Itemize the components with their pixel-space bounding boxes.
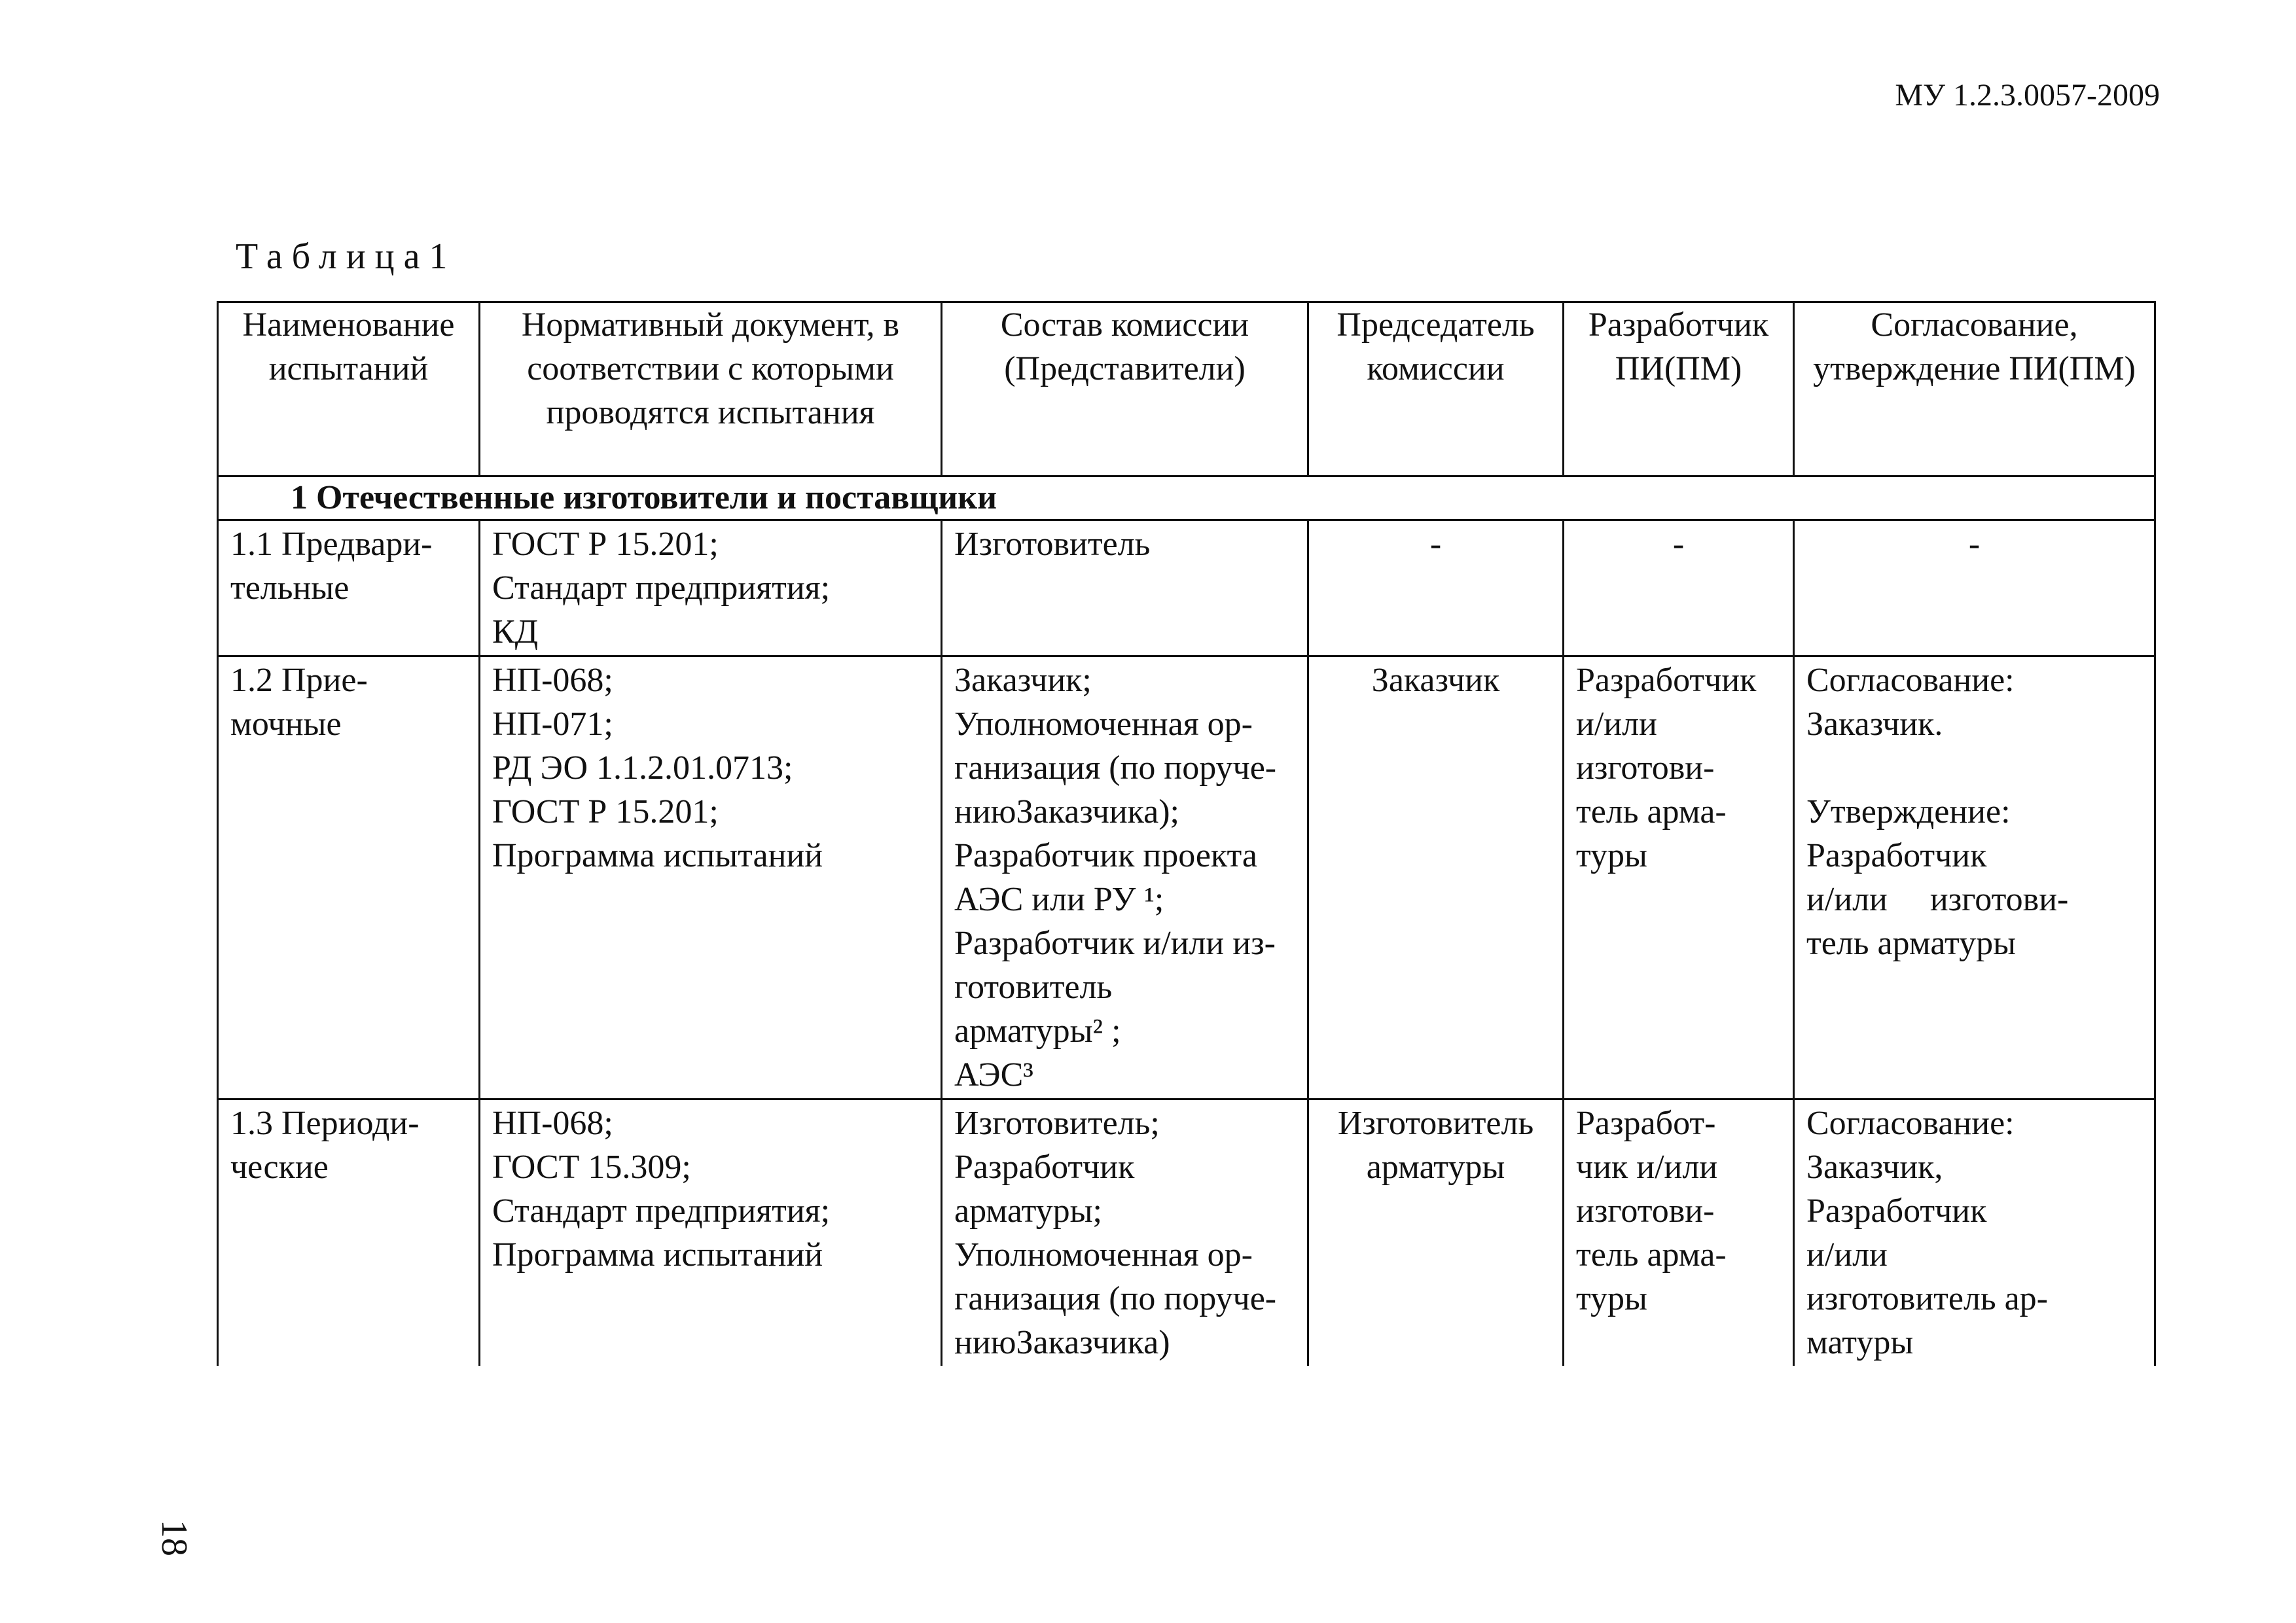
developer-line: тель арма- (1576, 1236, 1727, 1274)
commission-cell (942, 1099, 1308, 1366)
doc-line: Стандарт предприятия; (492, 1192, 831, 1230)
normative-docs-cell (480, 656, 942, 1099)
commission-line: Уполномоченная ор- (954, 1236, 1253, 1274)
page-number: 18 (154, 1520, 194, 1556)
table-row (218, 1099, 2155, 1366)
column-header-chair: Председатель комиссии (1308, 302, 1564, 476)
test-name-line: 1.1 Предвари- (230, 526, 433, 563)
developer-line: туры (1576, 837, 1647, 874)
test-name-cell (218, 656, 480, 1099)
table-header-row (218, 302, 2155, 476)
commission-line: ганизация (по поруче- (954, 749, 1277, 787)
agreement-line: Согласование: (1806, 662, 2015, 699)
developer-line: Разработ- (1576, 1105, 1716, 1142)
developer-line: и/или (1576, 705, 1657, 743)
developer-cell (1564, 520, 1794, 656)
test-name-line: 1.3 Периоди- (230, 1105, 420, 1142)
normative-docs-cell (480, 1099, 942, 1366)
doc-line: ГОСТ Р 15.201; (492, 793, 719, 830)
commission-line: Разработчик проекта (954, 837, 1257, 874)
agreement-line: и/или изготови- (1806, 881, 2069, 918)
commission-line: арматуры; (954, 1192, 1103, 1230)
developer-line: чик и/или (1576, 1149, 1718, 1186)
table-row (218, 520, 2155, 656)
commission-line: Изготовитель; (954, 1105, 1160, 1142)
commission-line: ниюЗаказчика); (954, 793, 1179, 830)
chair-cell: Изготовитель арматуры (1308, 1099, 1564, 1366)
agreement-line: - (1968, 526, 1981, 563)
chair-cell: - (1308, 520, 1564, 656)
commission-line: АЭС³ (954, 1056, 1033, 1094)
doc-line: Стандарт предприятия; (492, 569, 831, 607)
agreement-cell (1794, 520, 2155, 656)
developer-line: изготови- (1576, 749, 1715, 787)
commission-line: Разработчик и/или из- (954, 925, 1276, 962)
agreement-line: Разработчик (1806, 1192, 1987, 1230)
doc-line: РД ЭО 1.1.2.01.0713; (492, 749, 793, 787)
doc-line: ГОСТ 15.309; (492, 1149, 691, 1186)
table-caption: Таблица1 (236, 236, 457, 277)
commission-line: Уполномоченная ор- (954, 705, 1253, 743)
agreement-spacer (1806, 746, 2142, 790)
table-row (218, 656, 2155, 1099)
agreement-line: матуры (1806, 1324, 1914, 1361)
agreement-line: Заказчик, (1806, 1149, 1943, 1186)
document-code: МУ 1.2.3.0057-2009 (1895, 78, 2160, 113)
doc-line: Программа испытаний (492, 837, 823, 874)
test-name-cell (218, 520, 480, 656)
doc-line: НП-071; (492, 705, 613, 743)
test-name-line: ческие (230, 1149, 329, 1186)
agreement-line: и/или (1806, 1236, 1888, 1274)
developer-line: туры (1576, 1280, 1647, 1317)
agreement-line: Согласование: (1806, 1105, 2015, 1142)
doc-line: НП-068; (492, 1105, 613, 1142)
column-header-name: Наименование испытаний (218, 302, 480, 476)
doc-line: Программа испытаний (492, 1236, 823, 1274)
commission-cell (942, 520, 1308, 656)
agreement-line: тель арматуры (1806, 925, 2017, 962)
developer-line: изготови- (1576, 1192, 1715, 1230)
normative-docs-cell (480, 520, 942, 656)
doc-line: НП-068; (492, 662, 613, 699)
test-name-line: мочные (230, 705, 342, 743)
developer-cell (1564, 656, 1794, 1099)
column-header-developer: Разработчик ПИ(ПМ) (1564, 302, 1794, 476)
commission-cell (942, 656, 1308, 1099)
commission-line: Изготовитель (954, 526, 1151, 563)
section-row (218, 476, 2155, 520)
doc-line: КД (492, 613, 539, 651)
agreement-cell (1794, 656, 2155, 1099)
commission-line: ниюЗаказчика) (954, 1324, 1170, 1361)
commission-line: АЭС или РУ ¹; (954, 881, 1164, 918)
section-title: 1 Отечественные изготовители и поставщики (218, 476, 2155, 520)
agreement-line: Разработчик (1806, 837, 1987, 874)
test-name-cell (218, 1099, 480, 1366)
test-name-line: тельные (230, 569, 350, 607)
developer-line: тель арма- (1576, 793, 1727, 830)
commission-line: ганизация (по поруче- (954, 1280, 1277, 1317)
doc-line: ГОСТ Р 15.201; (492, 526, 719, 563)
agreement-line: Заказчик. (1806, 705, 1943, 743)
agreement-cell (1794, 1099, 2155, 1366)
column-header-document: Нормативный документ, в соответствии с которыми проводятся испытания (480, 302, 942, 476)
commission-line: Заказчик; (954, 662, 1092, 699)
tests-table (217, 301, 2156, 1366)
column-header-commission: Состав комиссии (Представители) (942, 302, 1308, 476)
commission-line: арматуры² ; (954, 1012, 1121, 1050)
developer-cell (1564, 1099, 1794, 1366)
agreement-line: Утверждение: (1806, 793, 2011, 830)
commission-line: Разработчик (954, 1149, 1135, 1186)
column-header-agreement: Согласование, утверждение ПИ(ПМ) (1794, 302, 2155, 476)
chair-cell: Заказчик (1308, 656, 1564, 1099)
agreement-line: изготовитель ар- (1806, 1280, 2049, 1317)
commission-line: готовитель (954, 969, 1113, 1006)
developer-line: Разработчик (1576, 662, 1757, 699)
developer-line: - (1672, 526, 1685, 563)
test-name-line: 1.2 Прие- (230, 662, 368, 699)
